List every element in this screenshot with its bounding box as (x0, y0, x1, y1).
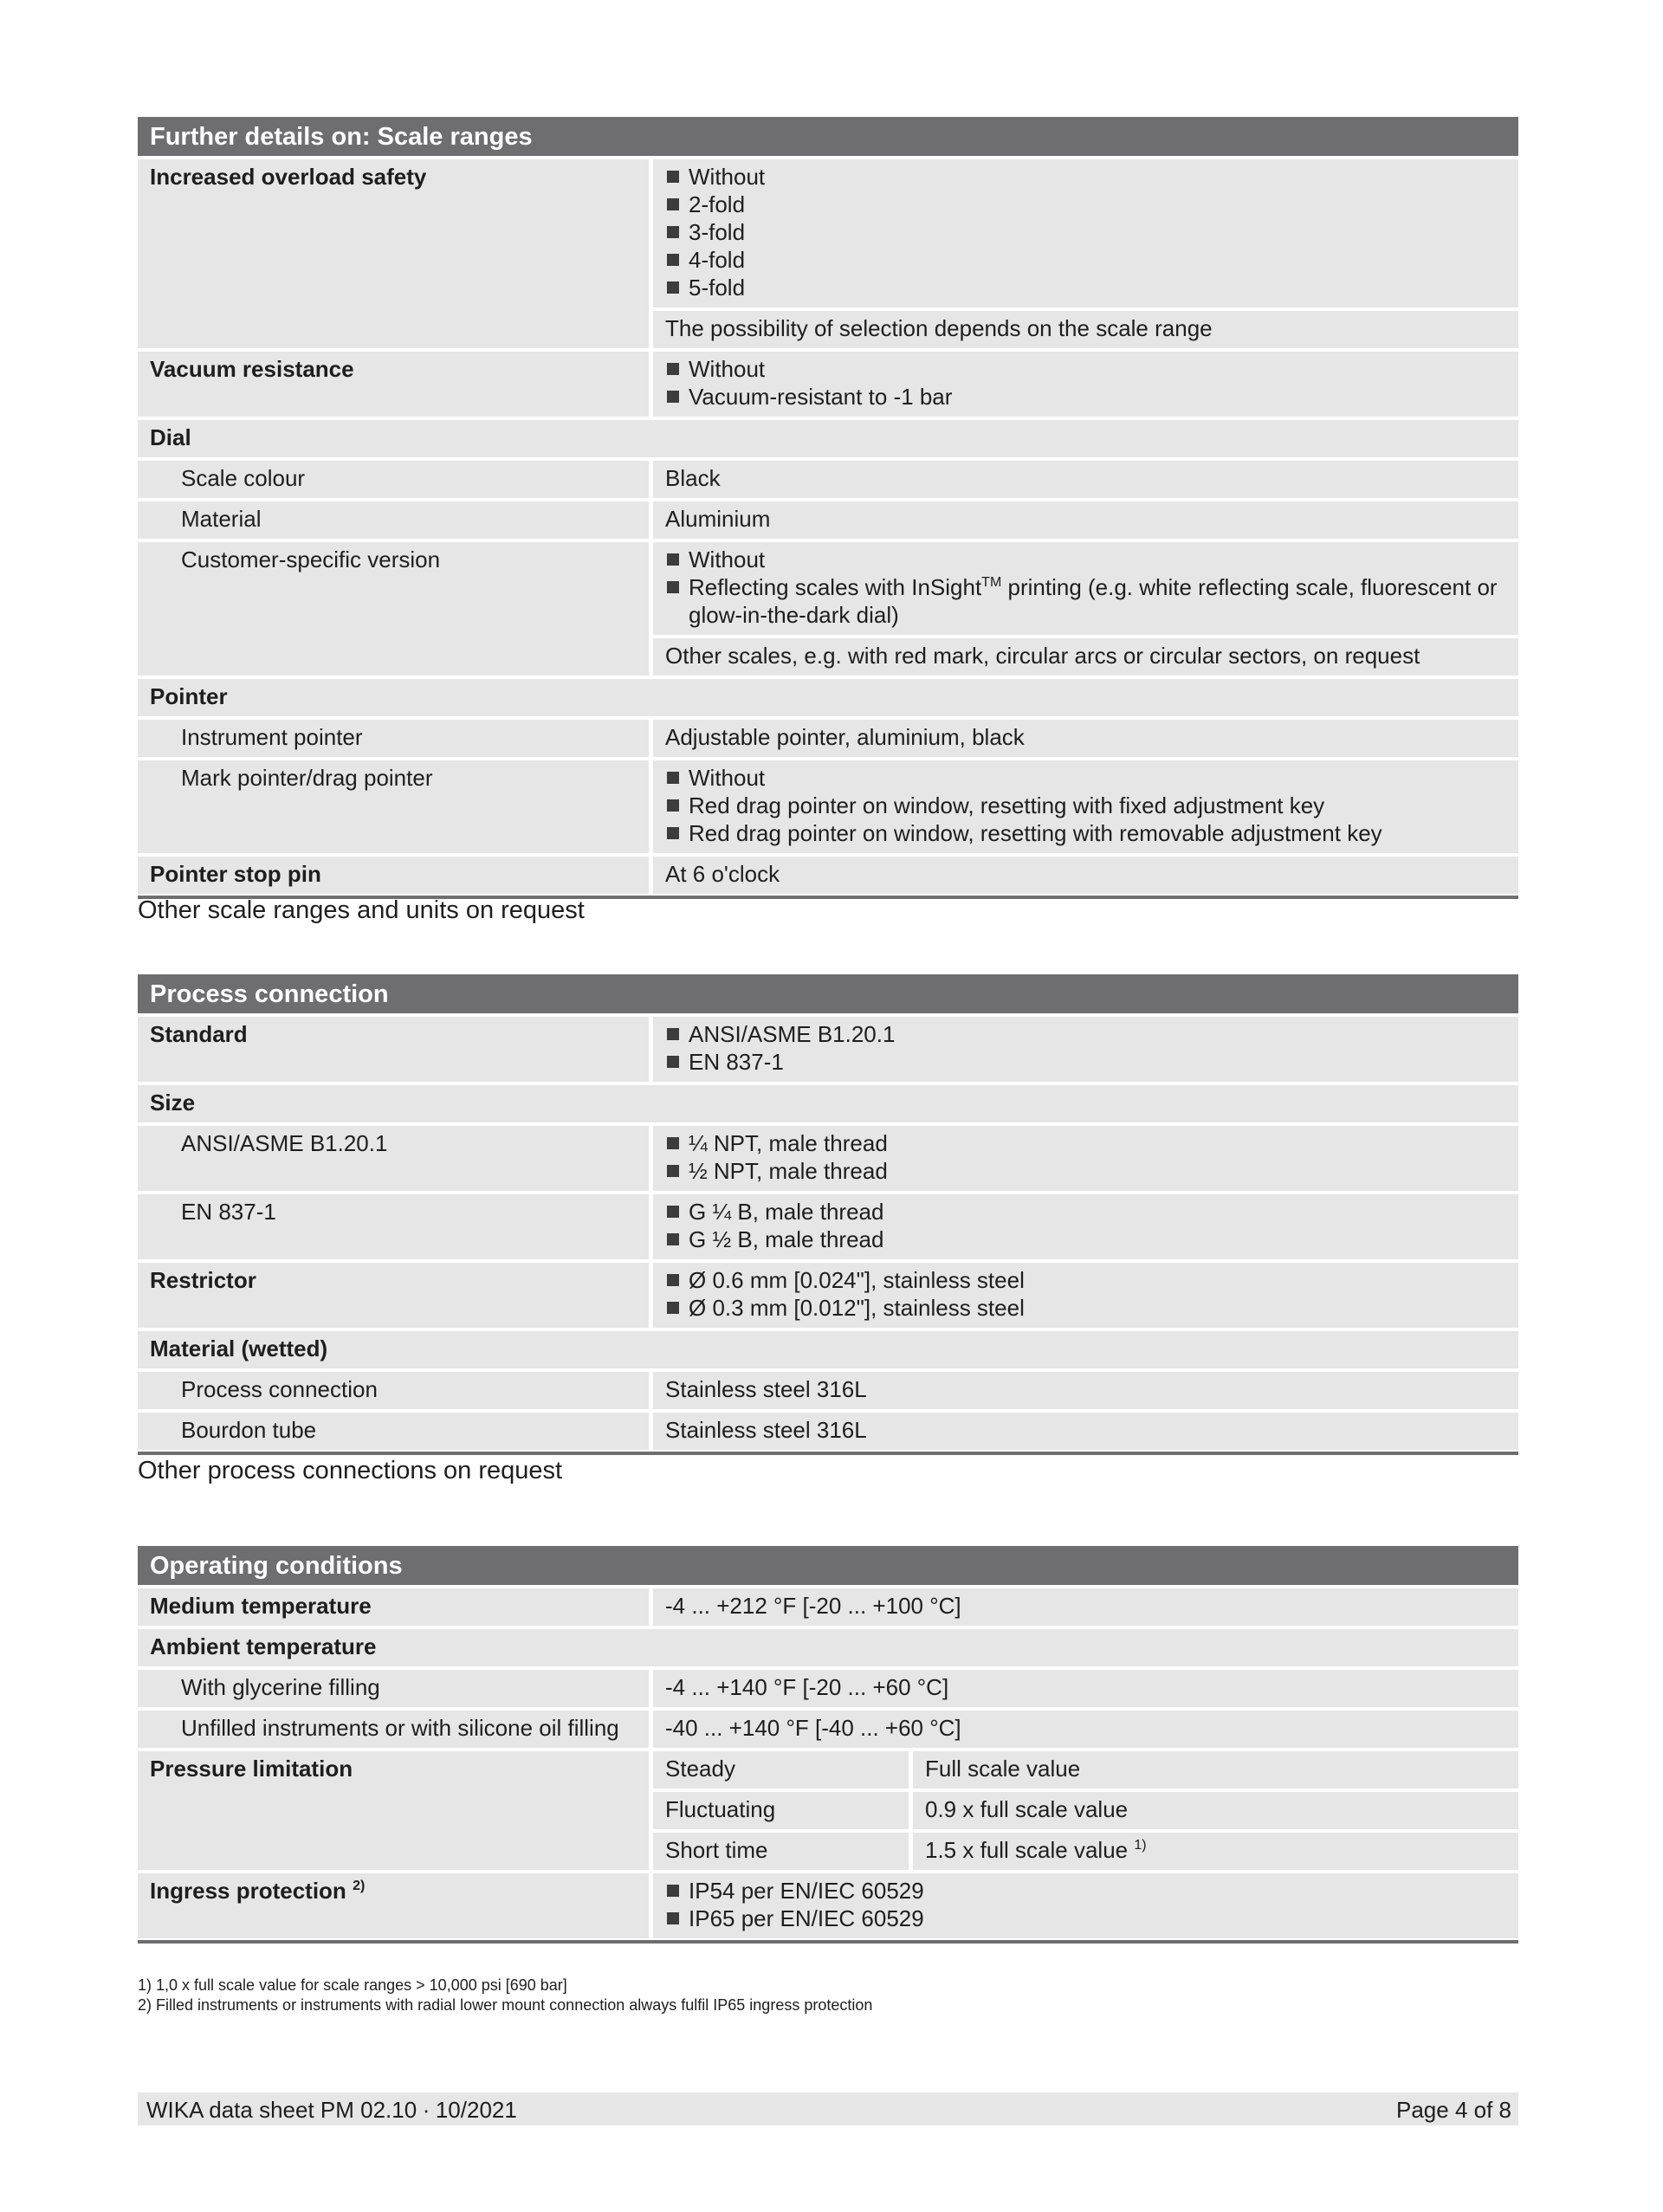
row-label: Process connection (138, 1372, 649, 1409)
process-connection-note: Other process connections on request (138, 1457, 563, 1484)
row-label: Pointer stop pin (138, 857, 649, 894)
list-item: Ø 0.6 mm [0.024"], stainless steel (665, 1266, 1506, 1294)
scale-colour-row (138, 461, 1518, 498)
row-value: -4 ... +212 °F [-20 ... +100 °C] (653, 1588, 1518, 1626)
list-item: Without (665, 546, 1506, 573)
ingress-row (138, 1873, 1518, 1938)
medium-temp-row (138, 1588, 1518, 1626)
row-label: Ingress protection $^{2)}$ (138, 1873, 649, 1938)
bourdon-material-row (138, 1413, 1518, 1450)
customer-version-row (138, 542, 1518, 676)
row-label: EN 837-1 (138, 1194, 649, 1259)
list-item: ANSI/ASME B1.20.1 (665, 1020, 1506, 1048)
footnote-2: 2) Filled instruments or instruments with radial lower mount connection always fulfil IP65 ingress protection (138, 1996, 873, 2014)
page-number: Page 4 of 8 (1396, 2097, 1511, 2123)
row-label: Scale colour (138, 461, 649, 498)
list-item: Red drag pointer on window, resetting with removable adjustment key (665, 819, 1506, 847)
section-end-line (138, 1452, 1518, 1455)
list-item: Without (665, 355, 1506, 383)
row-value: Stainless steel 316L (653, 1413, 1518, 1450)
sub-value: Full scale value (913, 1751, 1518, 1788)
row-label: Unfilled instruments or with silicone oil filling (138, 1711, 649, 1748)
row-label: Increased overload safety (138, 159, 649, 348)
list-item: Vacuum-resistant to -1 bar (665, 383, 1506, 411)
row-label: Vacuum resistance (138, 352, 649, 417)
row-note: The possibility of selection depends on the scale range (653, 311, 1518, 348)
sub-value: 1.5 x full scale value $^{1)}$ (913, 1833, 1518, 1870)
row-label: Instrument pointer (138, 720, 649, 757)
row-note: Other scales, e.g. with red mark, circular arcs or circular sectors, on request (653, 638, 1518, 676)
section-title: Process connection (138, 974, 1518, 1013)
scale-ranges-section (138, 117, 1518, 899)
size-row (138, 1085, 1518, 1122)
process-material-row (138, 1372, 1518, 1409)
page-footer (138, 2092, 1518, 2125)
row-label: ANSI/ASME B1.20.1 (138, 1126, 649, 1191)
row-label: Bourdon tube (138, 1413, 649, 1450)
sub-label: Fluctuating (653, 1792, 909, 1829)
glycerine-row (138, 1670, 1518, 1707)
row-label: Size (138, 1085, 1518, 1122)
row-label: Pressure limitation (138, 1751, 649, 1870)
list-item: Without (665, 764, 1506, 792)
list-item: Red drag pointer on window, resetting with fixed adjustment key (665, 792, 1506, 819)
section-title: Further details on: Scale ranges (138, 117, 1518, 156)
list-item: 3-fold (665, 218, 1506, 246)
row-label: With glycerine filling (138, 1670, 649, 1707)
material-wetted-row (138, 1331, 1518, 1368)
sub-label: Short time (653, 1833, 909, 1870)
list-item: ½ NPT, male thread (665, 1157, 1506, 1185)
list-item: 2-fold (665, 191, 1506, 218)
footnote-1: 1) 1,0 x full scale value for scale ranges > 10,000 psi [690 bar] (138, 1976, 567, 1994)
datasheet-reference: WIKA data sheet PM 02.10 ∙ 10/2021 (146, 2097, 517, 2123)
list-item: Without (665, 163, 1506, 191)
row-label: Customer-specific version (138, 542, 649, 676)
scale-ranges-note: Other scale ranges and units on request (138, 896, 585, 924)
process-connection-section (138, 974, 1518, 1455)
row-value: Aluminium (653, 501, 1518, 539)
list-item: Ø 0.3 mm [0.012"], stainless steel (665, 1294, 1506, 1322)
list-item: IP65 per EN/IEC 60529 (665, 1905, 1506, 1932)
dial-row (138, 420, 1518, 457)
row-value: At 6 o'clock (653, 857, 1518, 894)
stop-pin-row (138, 857, 1518, 894)
sub-label: Steady (653, 1751, 909, 1788)
row-label: Material (wetted) (138, 1331, 1518, 1368)
list-item: IP54 per EN/IEC 60529 (665, 1877, 1506, 1905)
material-row (138, 501, 1518, 539)
unfilled-row (138, 1711, 1518, 1748)
list-item: G ½ B, male thread (665, 1226, 1506, 1253)
row-value: Stainless steel 316L (653, 1372, 1518, 1409)
section-end-line (138, 1940, 1518, 1944)
list-item: ¼ NPT, male thread (665, 1129, 1506, 1157)
list-item: EN 837-1 (665, 1048, 1506, 1076)
row-value: -4 ... +140 °F [-20 ... +60 °C] (653, 1670, 1518, 1707)
row-value: -40 ... +140 °F [-40 ... +60 °C] (653, 1711, 1518, 1748)
row-label: Material (138, 501, 649, 539)
list-item: Reflecting scales with InSight™ printing (e.g. white reflecting scale, fluorescent or glow-in-the-dark dial) (665, 573, 1506, 629)
list-item: 4-fold (665, 246, 1506, 274)
vacuum-row (138, 352, 1518, 417)
operating-conditions-section (138, 1546, 1518, 1944)
row-label: Pointer (138, 679, 1518, 716)
ambient-temp-row (138, 1629, 1518, 1666)
instrument-pointer-row (138, 720, 1518, 757)
footnotes (138, 1976, 1518, 2015)
mark-pointer-row (138, 760, 1518, 853)
row-label: Dial (138, 420, 1518, 457)
restrictor-row (138, 1263, 1518, 1328)
size-ansi-row (138, 1126, 1518, 1191)
row-label: Restrictor (138, 1263, 649, 1328)
pointer-row (138, 679, 1518, 716)
size-en-row (138, 1194, 1518, 1259)
pressure-limitation-row (138, 1751, 1518, 1870)
overload-row (138, 159, 1518, 348)
standard-row (138, 1017, 1518, 1082)
section-title: Operating conditions (138, 1546, 1518, 1585)
row-value: Black (653, 461, 1518, 498)
list-item: 5-fold (665, 274, 1506, 301)
list-item: G ¼ B, male thread (665, 1198, 1506, 1226)
row-label: Ambient temperature (138, 1629, 1518, 1666)
row-label: Standard (138, 1017, 649, 1082)
row-label: Mark pointer/drag pointer (138, 760, 649, 853)
row-value: Adjustable pointer, aluminium, black (653, 720, 1518, 757)
sub-value: 0.9 x full scale value (913, 1792, 1518, 1829)
row-label: Medium temperature (138, 1588, 649, 1626)
